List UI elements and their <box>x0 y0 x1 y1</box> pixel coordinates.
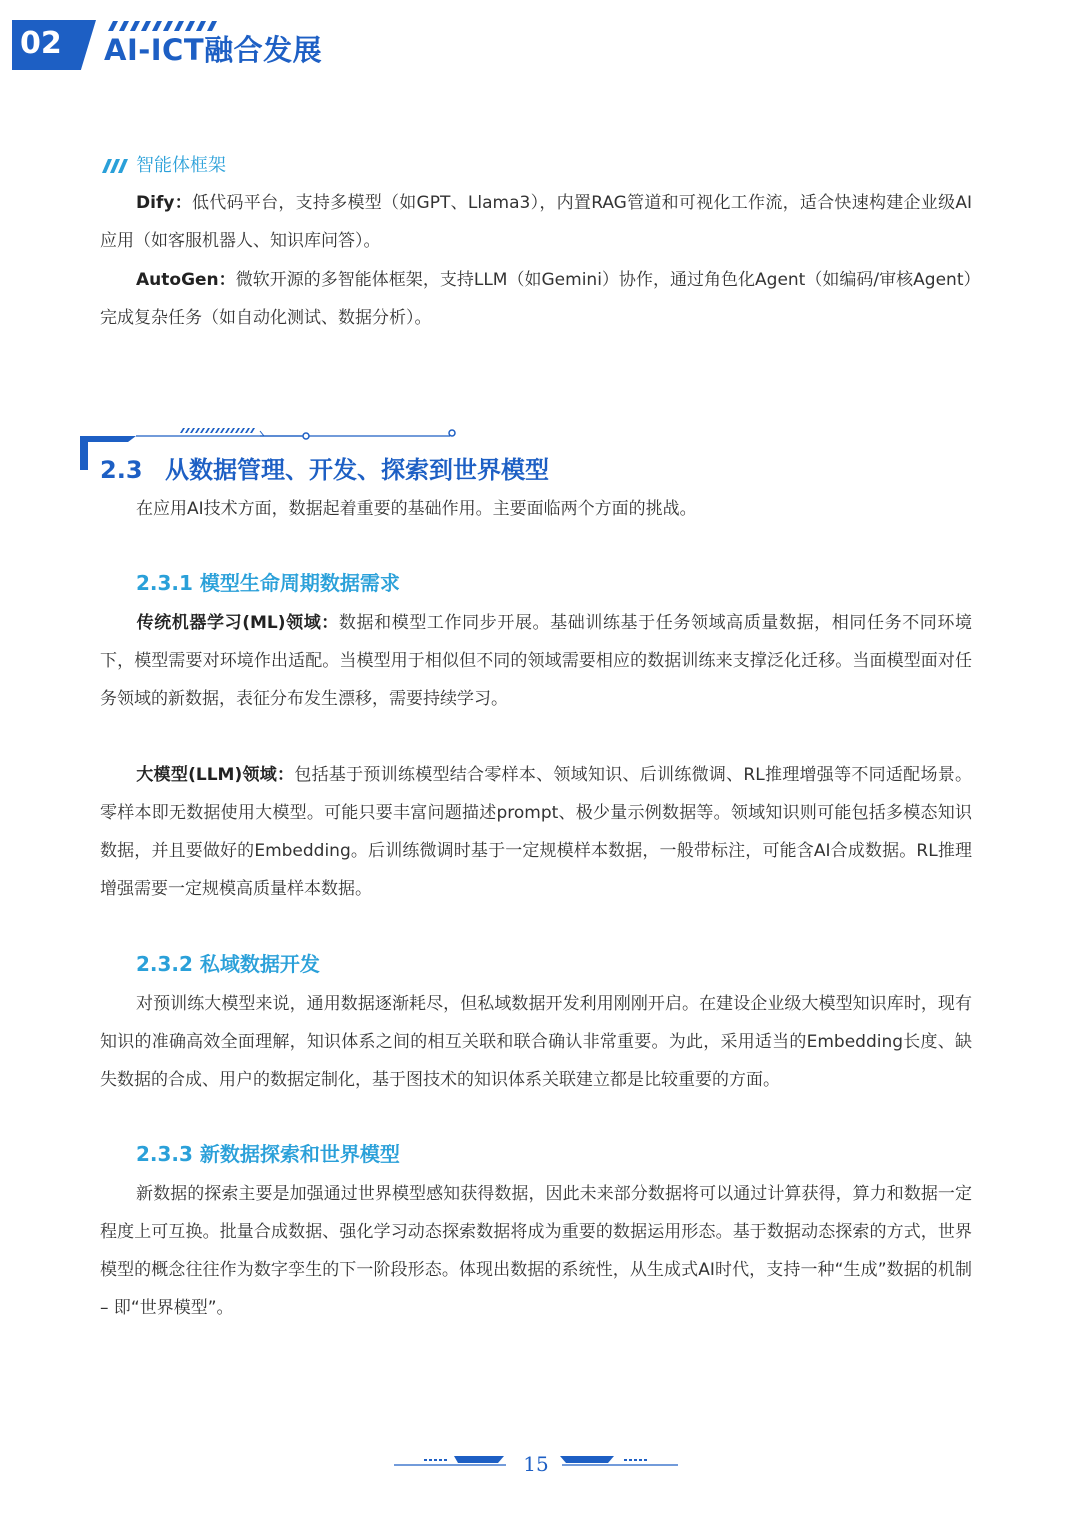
autogen-term: AutoGen： <box>136 270 236 290</box>
private-data-paragraph <box>100 985 972 1099</box>
autogen-paragraph <box>100 261 972 337</box>
world-model-text: 新数据的探索主要是加强通过世界模型感知获得数据，因此未来部分数据将可以通过计算获得，算力和数据一定程度上可互换。批量合成数据、强化学习动态探索数据将成为重要的数据运用形态。基于数据动态探索的方式，世界模型的概念往往作为数字孪生的下一阶段形态。体现出数据的系统性，从生成式AI时代，支持一种“生成”数据的机制 – 即“世界模型”。 <box>100 1184 972 1318</box>
ml-paragraph <box>100 604 972 718</box>
section-title: 从数据管理、开发、探索到世界模型 <box>165 456 549 484</box>
subsection-2-3-1-heading: 2.3.1 模型生命周期数据需求 <box>136 571 400 595</box>
world-model-paragraph <box>100 1175 972 1327</box>
ml-text: 数据和模型工作同步开展。基础训练基于任务领域高质量数据，相同任务不同环境下，模型需要对环境作出适配。当模型用于相似但不同的领域需要相应的数据训练来支撑泛化迁移。当面模型面对任务领域的新数据，表征分布发生漂移，需要持续学习。 <box>100 613 972 709</box>
subsection-2-3-3-heading: 2.3.3 新数据探索和世界模型 <box>136 1142 400 1166</box>
subsection-2-3-2-heading: 2.3.2 私域数据开发 <box>136 952 320 976</box>
dify-text: 低代码平台，支持多模型（如GPT、Llama3），内置RAG管道和可视化工作流，适合快速构建企业级AI应用（如客服机器人、知识库问答）。 <box>100 193 972 251</box>
dify-paragraph <box>100 184 972 260</box>
llm-text: 包括基于预训练模型结合零样本、领域知识、后训练微调、RL推理增强等不同适配场景。零样本即无数据使用大模型。可能只要丰富问题描述prompt、极少量示例数据等。领域知识则可能包括多模态知识数据，并且要做好的Embedding。后训练微调时基于一定规模样本数据，一般带标注，可能含AI合成数据。RL推理增强需要一定规模高质量样本数据。 <box>100 765 972 899</box>
llm-term: 大模型(LLM)领域： <box>136 765 295 785</box>
dify-term: Dify： <box>136 193 192 213</box>
footer-left-decoration-icon <box>394 1452 512 1468</box>
page-number: 15 <box>523 1452 549 1476</box>
autogen-text: 微软开源的多智能体框架，支持LLM（如Gemini）协作，通过角色化Agent（如编码/审核Agent）完成复杂任务（如自动化测试、数据分析）。 <box>100 270 973 328</box>
llm-paragraph <box>100 756 972 908</box>
section-intro-text: 在应用AI技术方面，数据起着重要的基础作用。主要面临两个方面的挑战。 <box>136 499 697 519</box>
section-intro <box>100 490 972 528</box>
private-data-text: 对预训练大模型来说，通用数据逐渐耗尽，但私域数据开发利用刚刚开启。在建设企业级大模型知识库时，现有知识的准确高效全面理解，知识体系之间的相互关联和联合确认非常重要。为此，采用适当的Embedding长度、缺失数据的合成、用户的数据定制化，基于图技术的知识体系关联建立都是比较重要的方面。 <box>100 994 972 1090</box>
ml-term: 传统机器学习(ML)领域： <box>136 613 339 633</box>
footer-right-decoration-icon <box>558 1452 680 1468</box>
slash-marker-icon <box>100 158 128 174</box>
section-number: 2.3 <box>100 456 143 484</box>
agent-framework-heading: 智能体框架 <box>136 155 226 176</box>
chapter-title: AI-ICT融合发展 <box>104 33 323 67</box>
chapter-number: 02 <box>20 26 62 61</box>
